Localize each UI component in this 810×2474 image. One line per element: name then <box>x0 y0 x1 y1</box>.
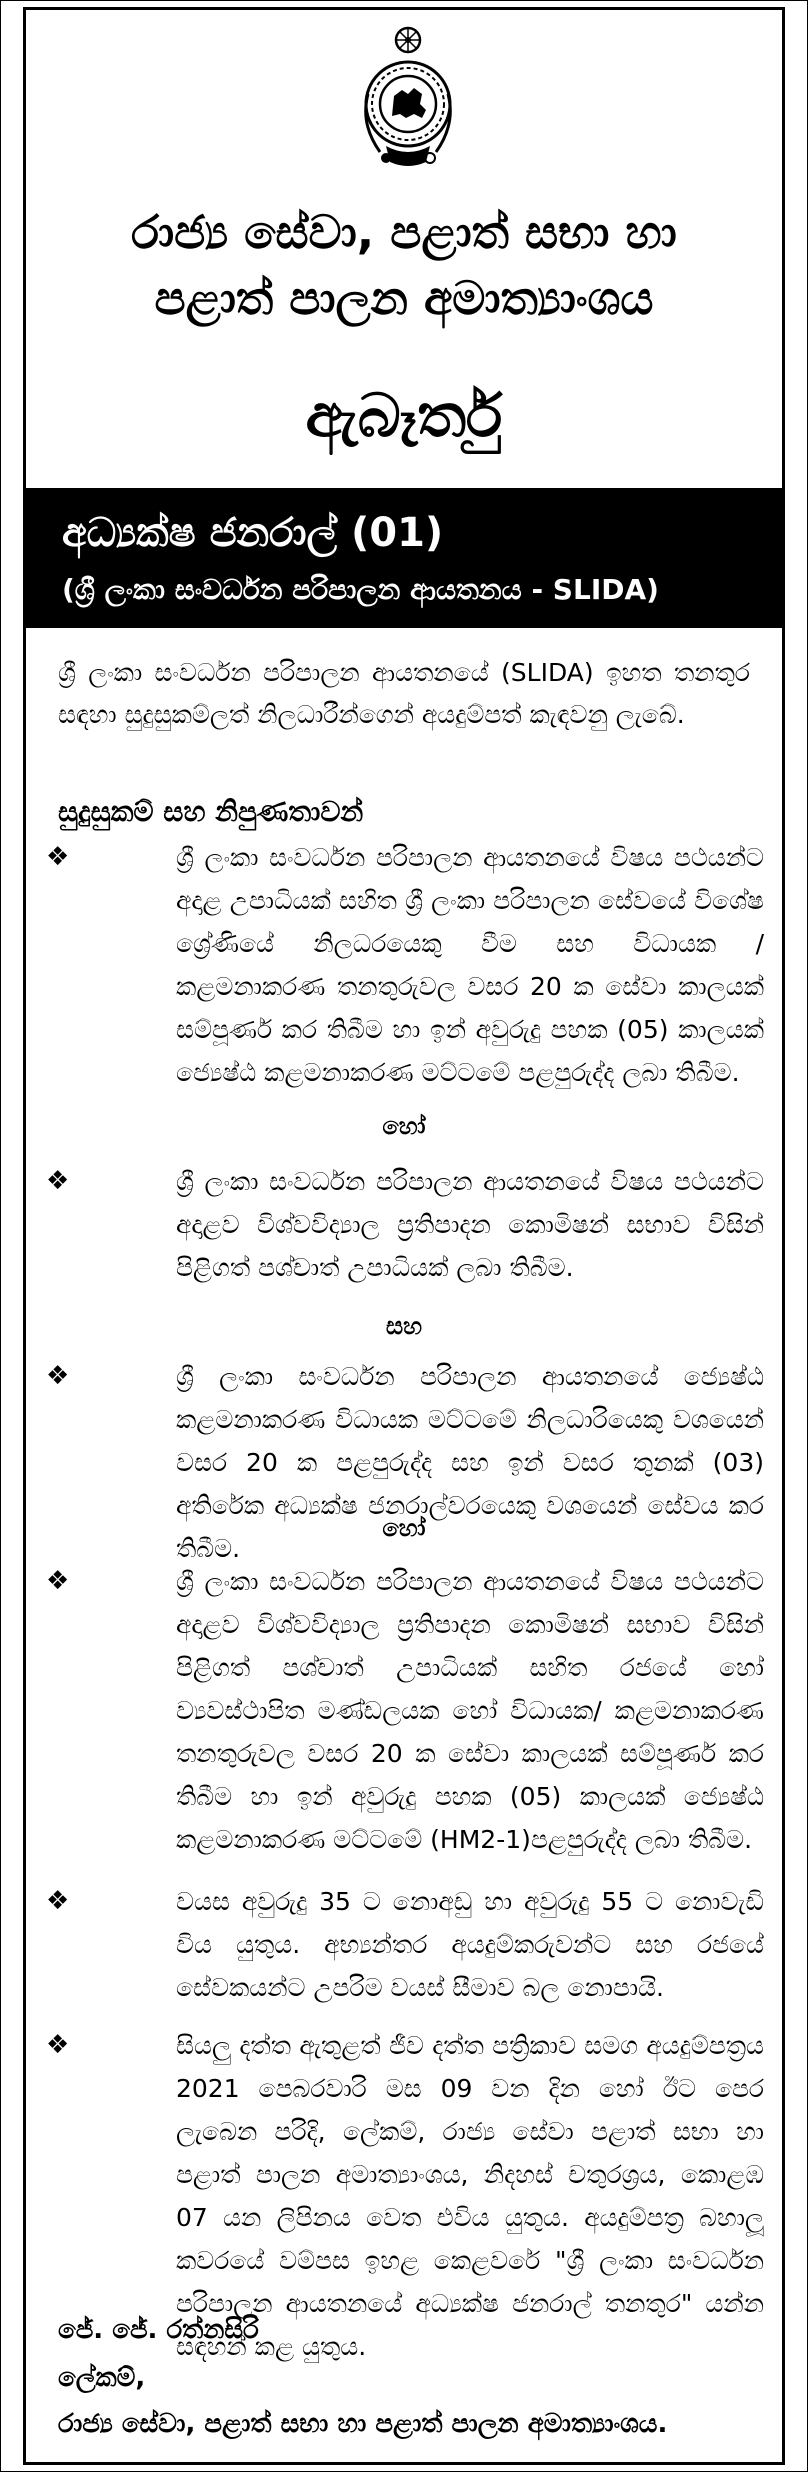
bullet-diamond-icon: ❖ <box>46 1361 70 1391</box>
qualification-item <box>46 1355 766 1563</box>
bullet-diamond-icon: ❖ <box>46 842 70 872</box>
bullet-diamond-icon: ❖ <box>46 1166 70 1196</box>
separator-or: හෝ <box>382 1514 426 1542</box>
bullet-diamond-icon: ❖ <box>46 1886 70 1916</box>
qualification-text: ශ්‍රී ලංකා සංවර්ධන පරිපාලන ආයතනයේ විෂය පථයන්ට අදාළව විශ්වවිද්‍යාල ප්‍රතිපාදන කොමිෂන් සභාව විසින් පිළිගත් පශ්චාත් උපාධියක් සහිත රජයේ හෝ ව්‍යවස්ථාපිත මණ්ඩලයක හෝ විධායක/ කළමනාකරණ තනතුරුවල වසර 20 ක සේවා කාලයක් සම්පූර්ණ කර තිබීම හා ඉන් අවුරුදු පහක (05) කාලයක් ජ්‍යෙෂ්ඨ කළමනාකරණ මට්ටමේ (HM2-1)පළපුරුද්ද ලබා තිබීම. <box>176 1567 764 1854</box>
application-instructions-text: සියලු දත්ත ඇතුළත් ජීව දත්ත පත්‍රිකාව සමග අයදුම්පත්‍රය 2021 පෙබරවාරි මස 09 වන දින හෝ ඊට පෙර ලැබෙන පරිදි, ලේකම්, රාජ්‍ය සේවා පළාත් සභා හා පළාත් පාලන අමාත්‍යාංශය, නිදහස් චතුරශ්‍රය, කොළඹ 07 යන ලිපිනය වෙත එවිය යුතුය. අයදුම්පත්‍ර බහාලූ කවරයේ වම්පස ඉහළ කෙළවරේ "ශ්‍රී ලංකා සංවර්ධන පරිපාලන ආයතනයේ අධ්‍යක්ෂ ජනරාල් තනතුර" යන්න සඳහන් කළ යුතුය. <box>176 2031 764 2361</box>
bullet-diamond-icon: ❖ <box>46 2030 70 2060</box>
qualification-text: ශ්‍රී ලංකා සංවර්ධන පරිපාලන ආයතනයේ විෂය පථයන්ට අදාළ උපාධියක් සහිත ශ්‍රී ලංකා පරිපාලන සේවයේ විශේෂ ශ්‍රේණියේ නිලධරයෙකු වීම සහ විධායක / කළමනාකරණ තනතුරුවල වසර 20 ක සේවා කාලයක් සම්පූර්ණ කර තිබීම හා ඉන් අවුරුදු පහක (05) කාලයක් ජ්‍යෙෂ්ඨ කළමනාකරණ මට්ටමේ පළපුරුද්ද ලබා තිබීම. <box>176 843 764 1087</box>
age-requirement-text: වයස අවුරුදු 35 ට නොඅඩු හා අවුරුදු 55 ට නොවැඩි විය යුතුය. අභ්‍යන්තර අයදුම්කරුවන්ට සහ රජයේ සේවකයන්ට උපරිම වයස් සීමාව බල නොපායි. <box>176 1887 764 2002</box>
post-title: අධ්‍යක්ෂ ජනරාල් (01) <box>62 510 444 556</box>
qualification-item <box>46 1160 766 1290</box>
qualification-text: ශ්‍රී ලංකා සංවර්ධන පරිපාලන ආයතනයේ ජ්‍යෙෂ්ඨ කළමනාකරණ විධායක මට්ටමේ නිලධාරියෙකු වශයෙන් වසර 20 ක පළපුරුද්ද සහ ඉන් වසර තුනක් (03) අතිරේක අධ්‍යක්ෂ ජනරාල්වරයෙකු වශයෙන් සේවය කර තිබීම. <box>176 1362 764 1563</box>
advertisement-frame <box>23 7 785 2465</box>
signatory-ministry: රාජ්‍ය සේවා, පළාත් සභා හා පළාත් පාලන අමාත්‍යාංශය. <box>58 2409 668 2439</box>
qualification-item <box>46 836 766 1096</box>
bullet-diamond-icon: ❖ <box>46 1566 70 1596</box>
separator-and: සහ <box>385 1312 423 1340</box>
age-requirement-item <box>46 1880 766 2010</box>
post-banner <box>26 488 782 628</box>
qualification-item <box>46 1560 766 1862</box>
ministry-name-line2: පළාත් පාලන අමාත්‍යාංශය <box>154 271 654 325</box>
vacancies-heading: ඇබෑර්තු <box>305 381 503 451</box>
sri-lanka-state-emblem-icon <box>356 24 461 174</box>
intro-paragraph: ශ්‍රී ලංකා සංවර්ධන පරිපාලන ආයතනයේ (SLIDA) ඉහත තනතුර සඳහා සුදුසුකම්ලත් නිලධාරීන්ගෙන් අයදුම්පත් කැඳවනු ලැබේ. <box>58 658 750 729</box>
institute-name: (ශ්‍රී ලංකා සංවර්ධන පරිපාලන ආයතනය - SLIDA) <box>62 573 659 606</box>
signatory-designation: ලේකම්, <box>58 2363 146 2393</box>
signatory-name: ජේ. ජේ. රත්නසිරි <box>58 2315 259 2345</box>
ministry-name-line1: රාජ්‍ය සේවා, පළාත් සභා හා <box>131 205 677 259</box>
qualification-text: ශ්‍රී ලංකා සංවර්ධන පරිපාලන ආයතනයේ විෂය පථයන්ට අදාළව විශ්වවිද්‍යාල ප්‍රතිපාදන කොමිෂන් සභාව විසින් පිළිගත් පශ්චාත් උපාධියක් ලබා තිබීම. <box>176 1167 764 1282</box>
qualifications-heading: සුදුසුකම් සහ නිපුණතාවන් <box>58 795 364 828</box>
separator-or: හෝ <box>382 1112 426 1140</box>
